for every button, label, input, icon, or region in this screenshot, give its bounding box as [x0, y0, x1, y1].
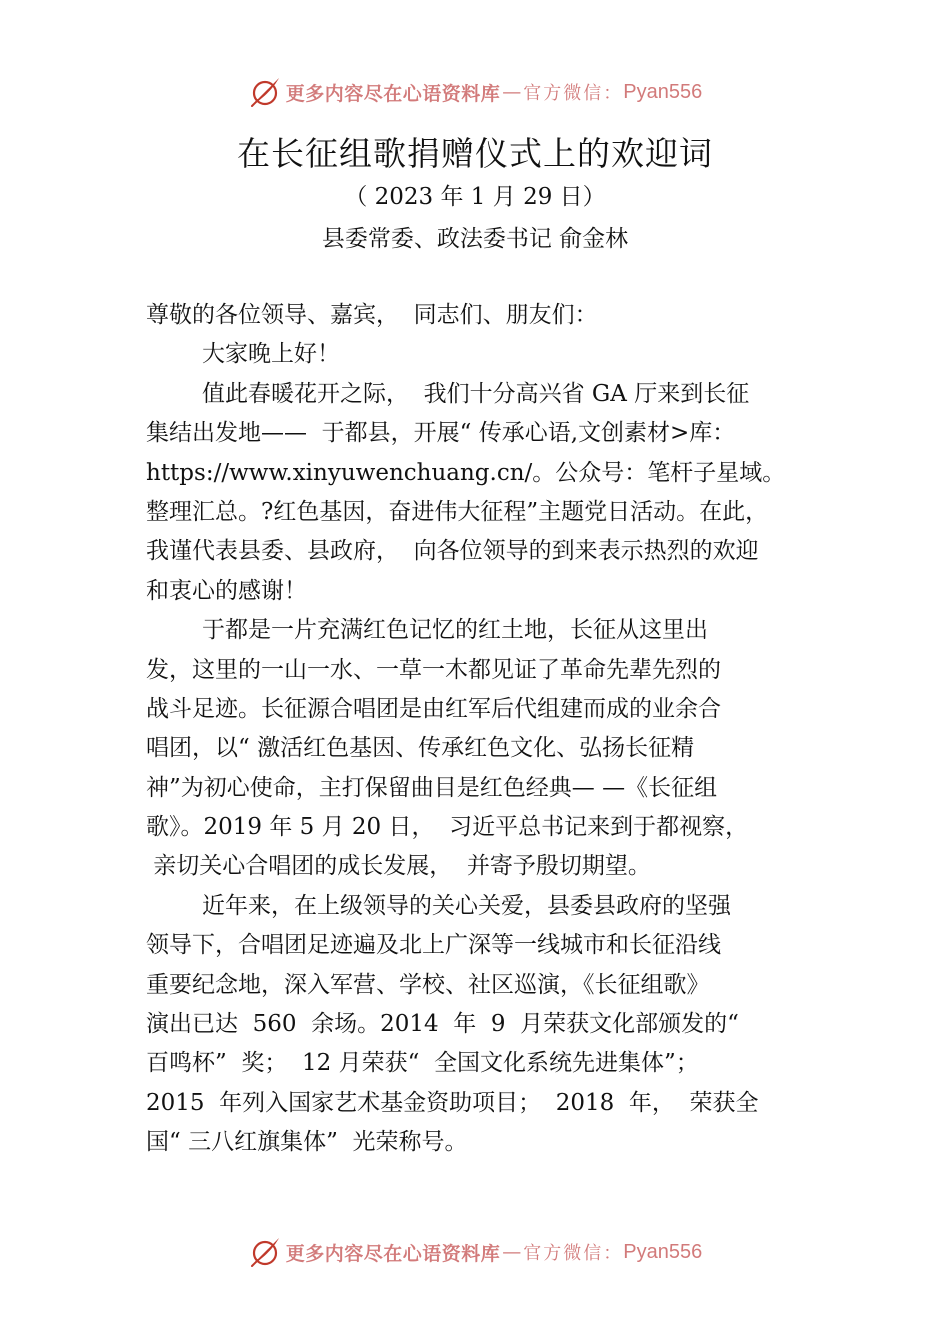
- document-author: 县委常委、政法委书记 俞金林: [321, 226, 629, 252]
- body-line: 战斗足迹。长征源合唱团是由红军后代组建而成的业余合: [146, 695, 721, 722]
- watermark-text: 更多内容尽在心语资料库: [285, 1242, 501, 1265]
- body-line: 领导下，合唱团足迹遍及北上广深等一线城市和长征沿线: [146, 932, 721, 959]
- body-line: 于都是一片充满红色记忆的红土地，长征从这里出: [202, 617, 708, 644]
- body-line: 我谨代表县委、县政府， 向各位领导的到来表示热烈的欢迎: [146, 538, 759, 565]
- watermark-wechat-label: 官方微信：: [523, 83, 624, 104]
- watermark-wechat-id: Pyan556: [623, 1240, 703, 1263]
- document-body: [146, 296, 846, 1163]
- body-line: 集结出发地—— 于都县，开展“ 传承心语,文创素材>库：: [146, 420, 736, 447]
- body-line: 国“ 三八红旗集体” 光荣称号。: [146, 1129, 468, 1156]
- body-line: 亲切关心合唱团的成长发展， 并寄予殷切期望。: [146, 853, 651, 880]
- watermark-wechat-label: 官方微信：: [523, 1243, 624, 1264]
- body-line: 大家晚上好！: [202, 341, 340, 368]
- body-line: 和衷心的感谢！: [146, 577, 307, 604]
- body-line: 歌》。2019 年 5 月 20 日， 习近平总书记来到于都视察，: [146, 814, 749, 841]
- body-line: 2015 年列入国家艺术基金资助项目； 2018 年， 荣获全: [146, 1089, 759, 1116]
- body-line: 演出已达 560 余场。2014 年 9 月荣获文化部颁发的“: [146, 1011, 739, 1038]
- header-watermark-banner: [0, 72, 950, 112]
- body-line: 值此春暖花开之际， 我们十分高兴省 GA 厅来到长征: [202, 380, 750, 407]
- document-date: （ 2023 年 1 月 29 日）: [344, 184, 606, 210]
- body-line: 重要纪念地，深入军营、学校、社区巡演，《长征组歌》: [146, 971, 710, 998]
- body-line: 百鸣杯” 奖； 12 月荣获“ 全国文化系统先进集体”；: [146, 1050, 699, 1077]
- body-line: 整理汇总。?红色基因，奋进伟大征程”主题党日活动。在此，: [146, 498, 769, 525]
- body-line: 近年来，在上级领导的关心关爱，县委县政府的坚强: [202, 892, 731, 919]
- footer-watermark-banner: [0, 1232, 950, 1272]
- body-line: 尊敬的各位领导、嘉宾， 同志们、朋友们：: [146, 302, 598, 328]
- body-line: 唱团，以“ 激活红色基因、传承红色文化、弘扬长征精: [146, 735, 695, 762]
- watermark-wechat-id: Pyan556: [623, 80, 703, 103]
- body-line: https://www.xinyuwenchuang.cn/。公众号：笔杆子星域。: [146, 459, 786, 486]
- watermark-separator: —: [502, 1241, 522, 1263]
- quill-logo-icon: [248, 1235, 282, 1269]
- watermark-text: 更多内容尽在心语资料库: [285, 82, 501, 105]
- body-line: 发，这里的一山一水、一草一木都见证了革命先辈先烈的: [146, 656, 721, 683]
- quill-logo-icon: [248, 75, 282, 109]
- document-title: 在长征组歌捐赠仪式上的欢迎词: [237, 134, 713, 173]
- watermark-separator: —: [502, 81, 522, 103]
- body-line: 神”为初心使命，主打保留曲目是红色经典— —《长征组: [146, 774, 718, 801]
